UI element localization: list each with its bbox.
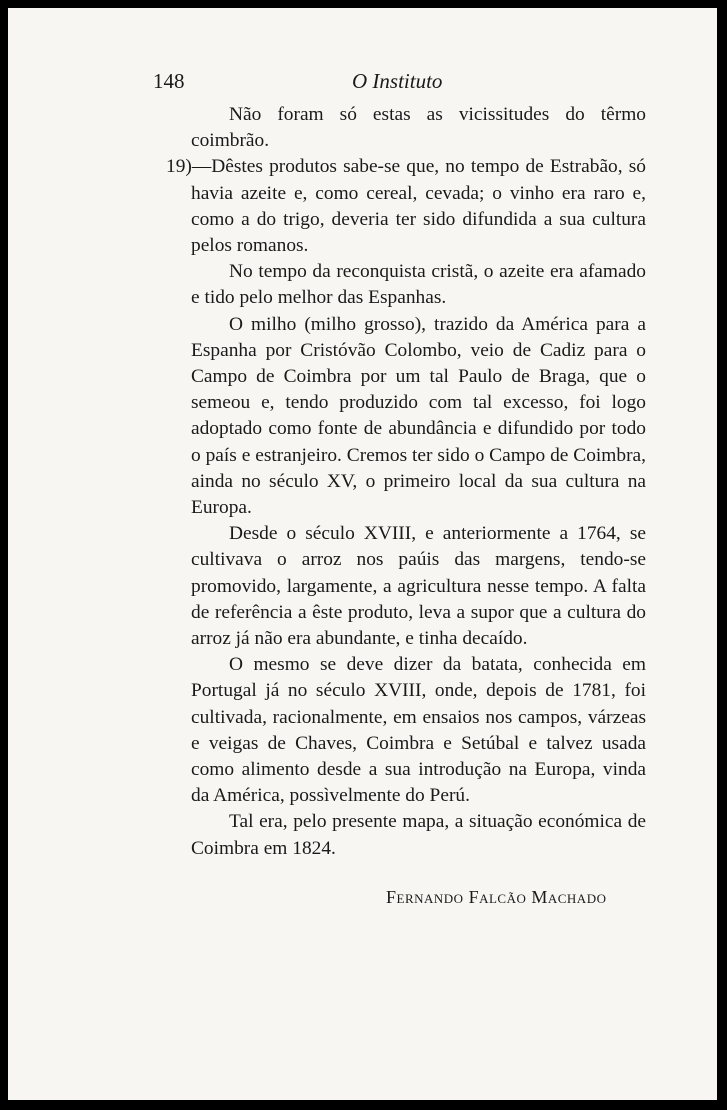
paragraph-3: No tempo da reconquista cristã, o azeite era afamado e tido pelo melhor das Espanhas. [191, 261, 646, 309]
author-signature: Fernando Falcão Machado [386, 887, 607, 907]
paragraph-7: Tal era, pelo presente mapa, a situação económica de Coimbra em 1824. [191, 811, 646, 859]
book-page [8, 8, 717, 1100]
body-text [166, 102, 646, 862]
paragraph-6: O mesmo se deve dizer da batata, conhecida em Portugal já no século XVIII, onde, depois de 1781, foi cultivada, racionalmente, em ensaios nos campos, várzeas e veigas de Chaves, Coimbra e Setúbal e talvez usada como alimento desde a sua introdução na Europa, vinda da América, possìvelmente do Perú. [191, 654, 646, 807]
page-header [8, 69, 717, 99]
page-number: 148 [153, 69, 185, 93]
paragraph-4: O milho (milho grosso), trazido da América para a Espanha por Cristóvão Colombo, veio de Cadiz para o Campo de Coimbra por um tal Paulo de Braga, que o semeou e, tendo produzido com tal excesso, foi logo adoptado como fonte de abundância e difundido por todo o país e estranjeiro. Cremos ter sido o Campo de Coimbra, ainda no século XV, o primeiro local da sua cultura na Europa. [191, 313, 646, 519]
running-title: O Instituto [352, 69, 443, 93]
paragraph-5: Desde o século XVIII, e anteriormente a 1764, se cultivava o arroz nos paúis das margens, tendo-se promovido, largamente, a agricultura nesse tempo. A falta de referência a êste produto, leva a supor que a cultura do arroz já não era abundante, e tinha decaído. [191, 523, 646, 650]
paragraph-1: Não foram só estas as vicissitudes do têrmo coimbrão. [191, 104, 646, 152]
paragraph-2-numbered: 19)—Dêstes produtos sabe-se que, no tempo de Estrabão, só havia azeite e, como cereal, cevada; o vinho era raro e, como a do trigo, deveria ter sido difundida a sua cultura pelos romanos. [166, 156, 646, 257]
